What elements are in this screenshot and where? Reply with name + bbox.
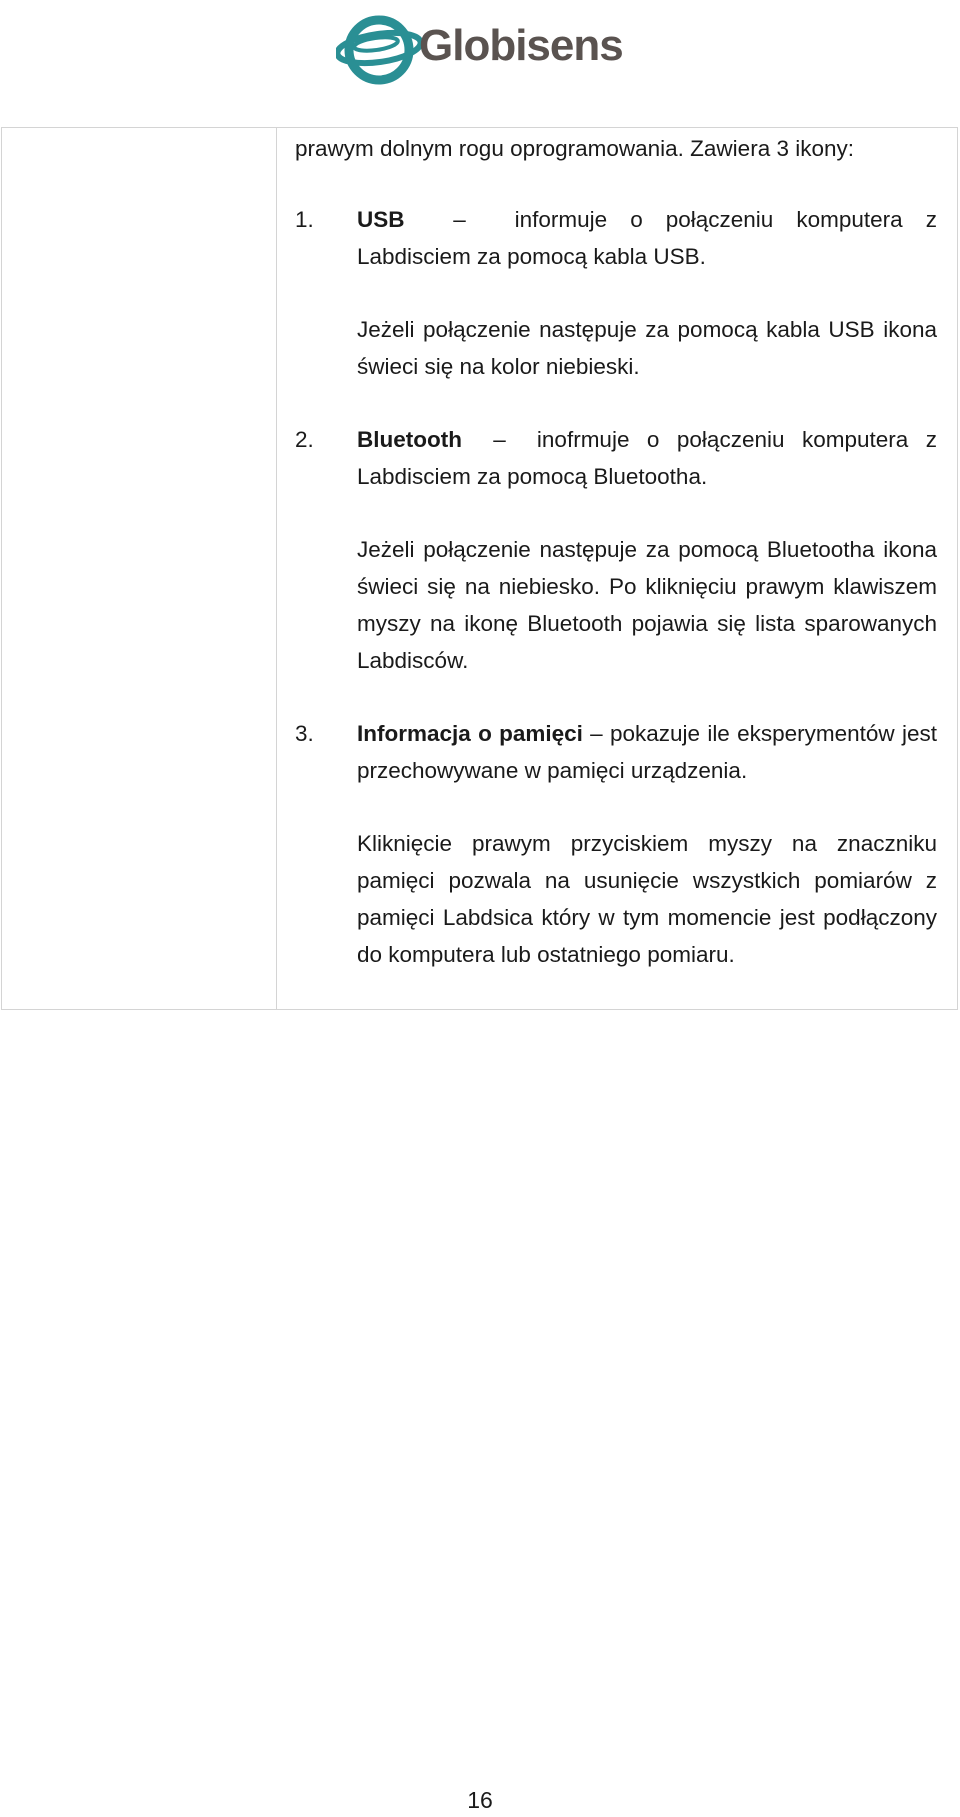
term-usb: USB bbox=[357, 207, 405, 232]
usb-note: Jeżeli połączenie następuje za pomocą kabla USB ikona świeci się na kolor niebieski. bbox=[357, 317, 937, 379]
dash: – bbox=[590, 721, 603, 746]
list-number-3: 3. bbox=[295, 721, 314, 746]
dash: – bbox=[453, 207, 466, 232]
term-memory: Informacja o pamięci bbox=[357, 721, 583, 746]
list-number-2: 2. bbox=[295, 427, 314, 452]
bluetooth-description: inofrmuje o połączeniu komputera z Labdisciem za pomocą Bluetootha. bbox=[357, 427, 937, 489]
page-number: 16 bbox=[467, 1787, 493, 1813]
memory-description: pokazuje ile eksperymentów jest przechowywane w pamięci urządzenia. bbox=[357, 721, 937, 783]
bluetooth-note: Jeżeli połączenie następuje za pomocą Bluetootha ikona świeci się na niebiesko. Po kliknięciu prawym klawiszem myszy na ikonę Bluetooth pojawia się lista sparowanych Labdisców. bbox=[357, 537, 937, 673]
list-item-memory bbox=[357, 715, 937, 789]
list-item-usb bbox=[357, 201, 937, 275]
list-number-1: 1. bbox=[295, 207, 314, 232]
usb-description: informuje o połączeniu komputera z Labdisciem za pomocą kabla USB. bbox=[357, 207, 937, 269]
term-bluetooth: Bluetooth bbox=[357, 427, 462, 452]
intro-paragraph: prawym dolnym rogu oprogramowania. Zawiera 3 ikony: bbox=[295, 136, 854, 161]
list-item-bluetooth bbox=[357, 421, 937, 495]
memory-note: Kliknięcie prawym przyciskiem myszy na znaczniku pamięci pozwala na usunięcie wszystkich pomiarów z pamięci Labdsica który w tym momencie jest podłączony do komputera lub ostatniego pomiaru. bbox=[357, 831, 937, 967]
dash: – bbox=[493, 427, 506, 452]
logo-wordmark: Globisens bbox=[419, 21, 623, 70]
table-right-cell bbox=[277, 128, 957, 1009]
table-left-cell bbox=[2, 128, 277, 1009]
globisens-logo bbox=[336, 4, 626, 94]
content-table bbox=[1, 127, 958, 1010]
